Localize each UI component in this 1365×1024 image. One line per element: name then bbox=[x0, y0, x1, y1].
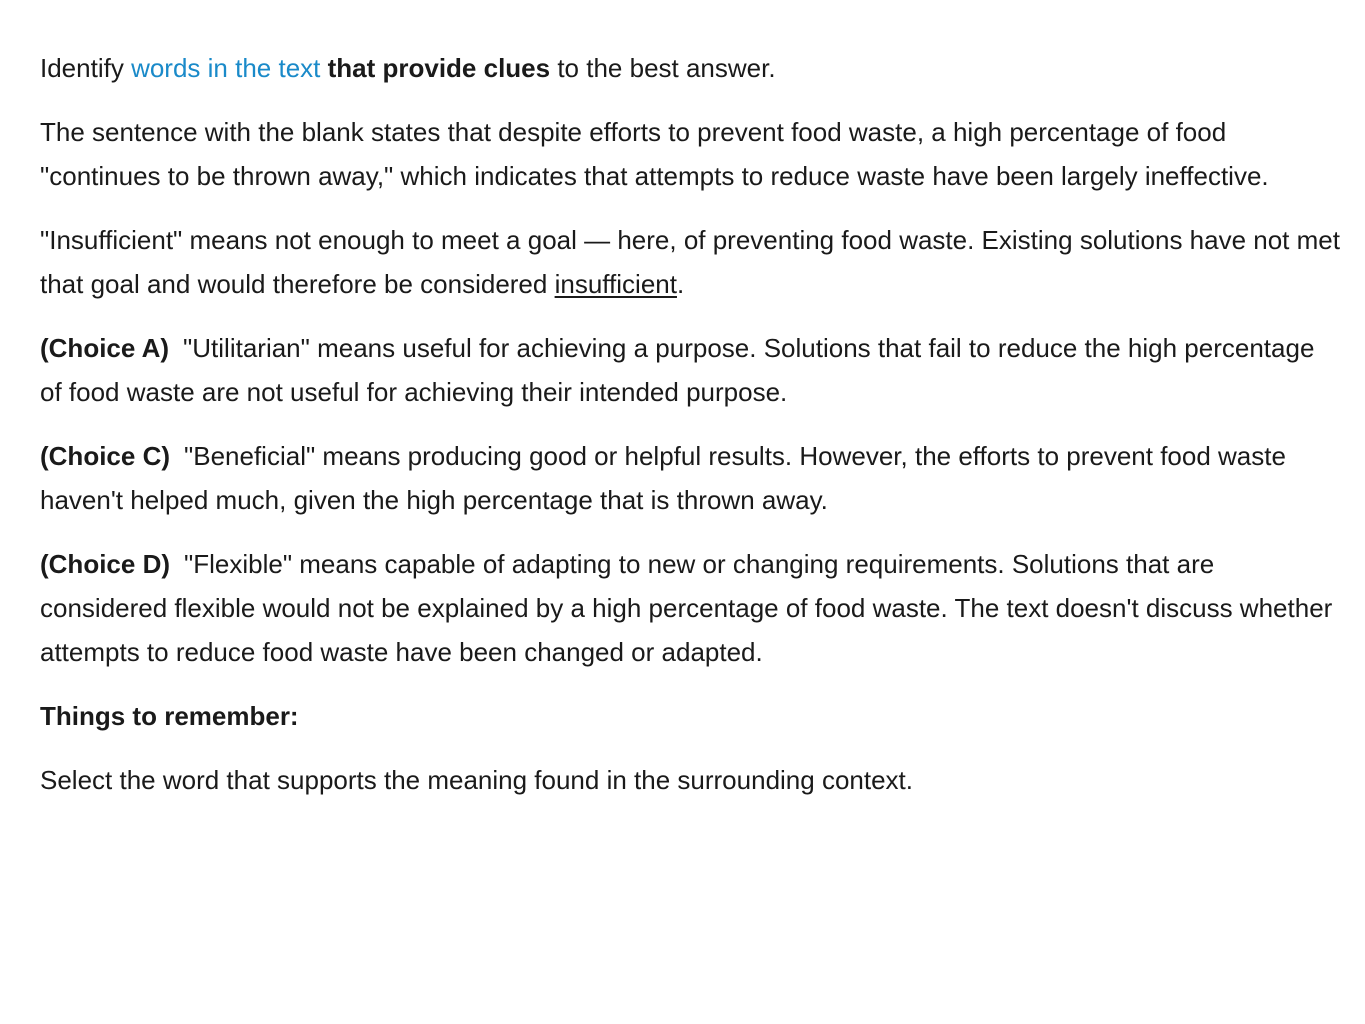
answer-end: . bbox=[676, 269, 685, 299]
context-paragraph: The sentence with the blank states that despite efforts to prevent food waste, a high percentage of food "continues to be thrown away," which indicates that attempts to reduce waste have been largely ineffective. bbox=[40, 117, 1269, 191]
choice-a-paragraph bbox=[40, 326, 1340, 414]
choice-d-text: "Flexible" means capable of adapting to new or changing requirements. Solutions that are considered flexible would not be explained by a high percentage of food waste. The text doesn't discuss whether attempts to reduce food waste have been changed or adapted. bbox=[40, 549, 1333, 667]
explanation-content bbox=[40, 46, 1340, 822]
intro-suffix: to the best answer. bbox=[550, 53, 776, 83]
answer-underlined-word: insufficient bbox=[554, 269, 677, 299]
choice-d-label: (Choice D) bbox=[40, 549, 170, 579]
choice-d-paragraph bbox=[40, 542, 1340, 674]
choice-c-paragraph bbox=[40, 434, 1340, 522]
intro-prefix: Identify bbox=[40, 53, 132, 83]
intro-paragraph bbox=[40, 46, 1340, 90]
remember-heading: Things to remember: bbox=[40, 701, 299, 731]
choice-c-text: "Beneficial" means producing good or helpful results. However, the efforts to prevent food waste haven't helped much, given the high percentage that is thrown away. bbox=[40, 441, 1286, 515]
answer-text: "Insufficient" means not enough to meet a goal — here, of preventing food waste. Existing solutions have not met that goal and would therefore be considered bbox=[40, 225, 1340, 299]
remember-text: Select the word that supports the meaning found in the surrounding context. bbox=[40, 765, 913, 795]
choice-a-text: "Utilitarian" means useful for achieving a purpose. Solutions that fail to reduce the high percentage of food waste are not useful for achieving their intended purpose. bbox=[40, 333, 1315, 407]
choice-a-label: (Choice A) bbox=[40, 333, 170, 363]
answer-paragraph bbox=[40, 218, 1340, 306]
intro-highlight-link: words in the text bbox=[131, 53, 321, 83]
choice-c-label: (Choice C) bbox=[40, 441, 170, 471]
intro-bold: that provide clues bbox=[320, 53, 551, 83]
